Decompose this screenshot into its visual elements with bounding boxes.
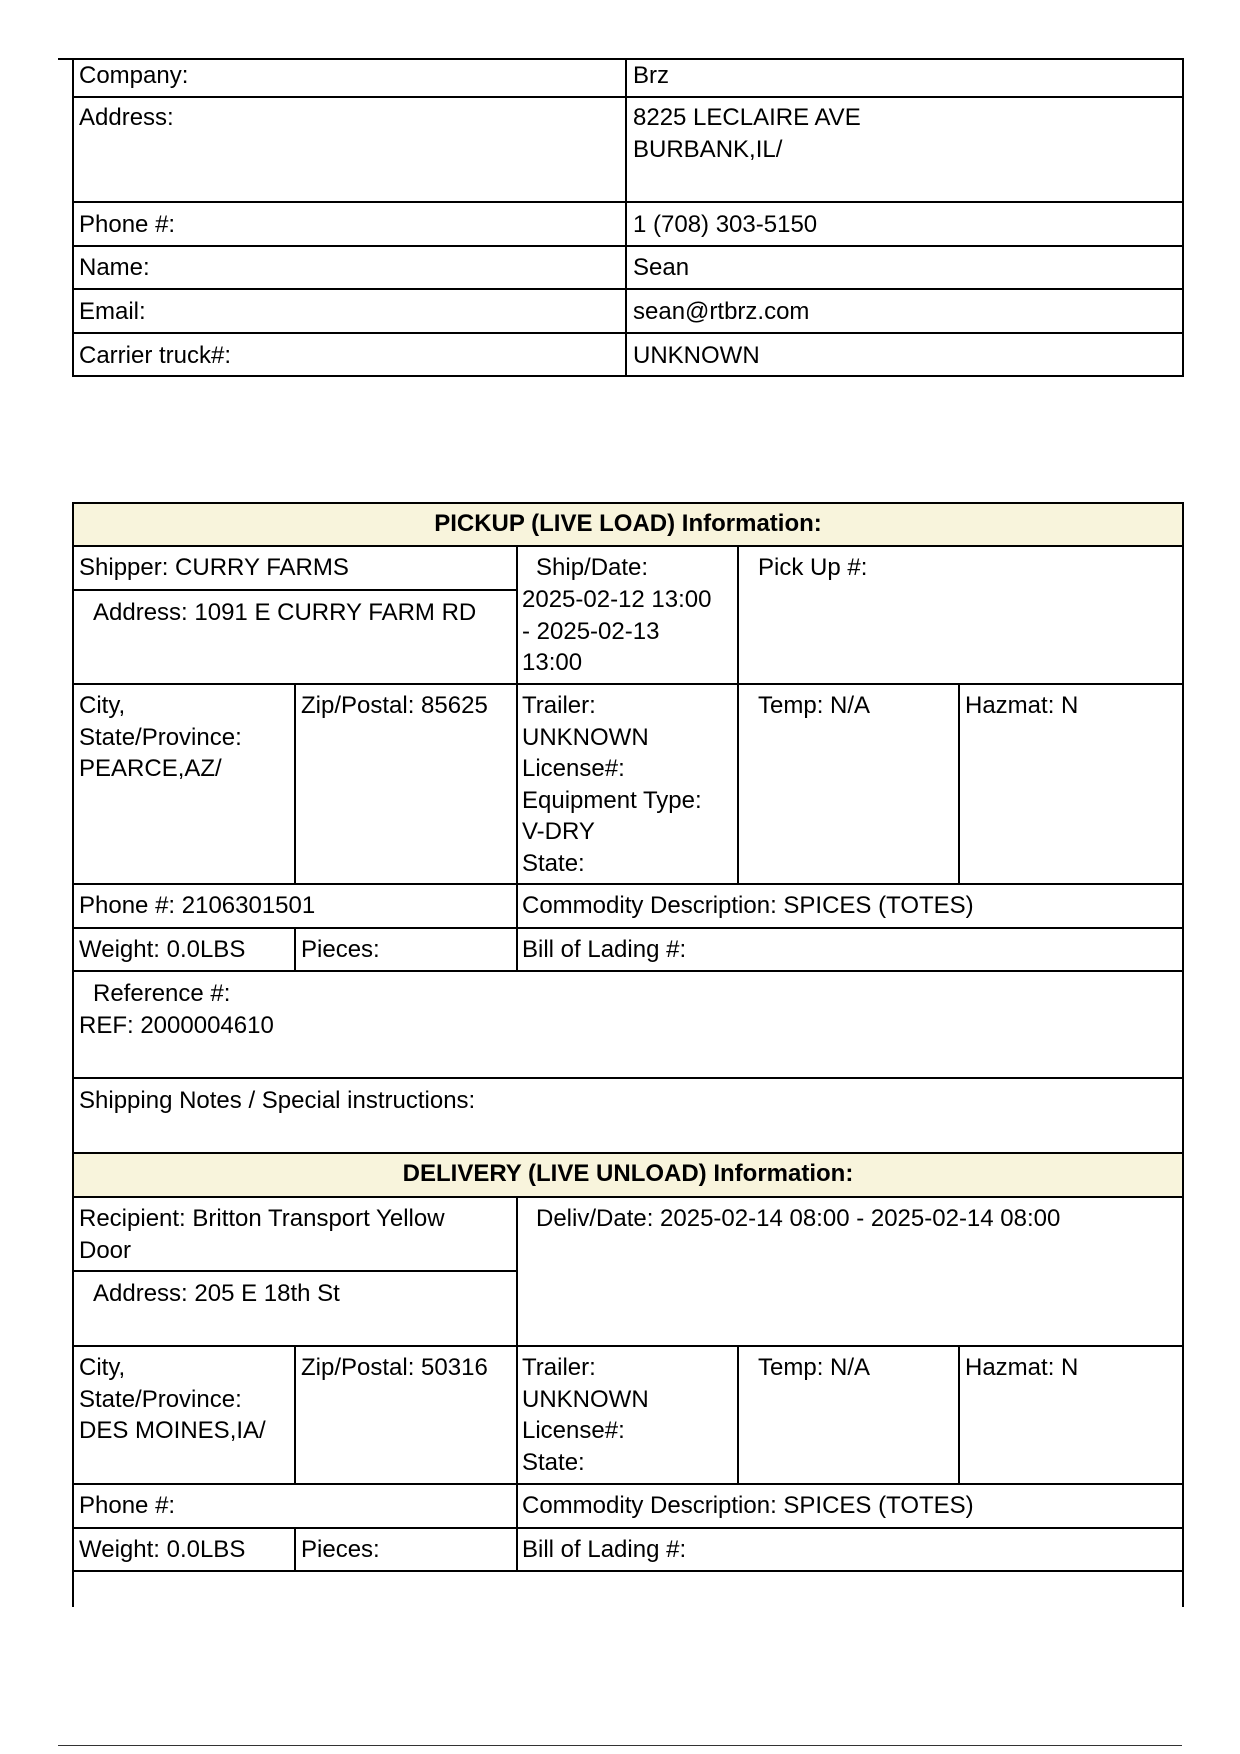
delivery-phone: Phone #: (79, 1492, 176, 1519)
delivery-weight: Weight: 0.0LBS (79, 1536, 246, 1563)
delivery-zip: Zip/Postal: 50316 (301, 1354, 488, 1381)
phone-value: 1 (708) 303-5150 (633, 211, 818, 238)
delivery-temp: Temp: N/A (758, 1354, 871, 1381)
delivery-commodity: Commodity Description: SPICES (TOTES) (522, 1492, 974, 1519)
delivery-city: City, State/Province: DES MOINES,IA/ (79, 1354, 266, 1444)
delivery-address: Address: 205 E 18th St (93, 1280, 340, 1307)
delivery-trailer: Trailer: UNKNOWN License#: State: (522, 1354, 649, 1476)
delivery-date: Deliv/Date: 2025-02-14 08:00 - 2025-02-14 08:00 (536, 1205, 1061, 1232)
pickup-pieces: Pieces: (301, 936, 380, 963)
pickup-trailer: Trailer: UNKNOWN License#: Equipment Type: V-DRY State: (522, 692, 702, 877)
carrier-truck-label: Carrier truck#: (79, 342, 232, 369)
email-label: Email: (79, 298, 146, 325)
name-value: Sean (633, 254, 690, 281)
delivery-hazmat: Hazmat: N (965, 1354, 1079, 1381)
pickup-header: PICKUP (LIVE LOAD) Information: (434, 510, 822, 537)
carrier-truck-value: UNKNOWN (633, 342, 760, 369)
pickup-hazmat: Hazmat: N (965, 692, 1079, 719)
pickup-phone: Phone #: 2106301501 (79, 892, 316, 919)
delivery-bill-of-lading: Bill of Lading #: (522, 1536, 687, 1563)
phone-label: Phone #: (79, 211, 176, 238)
delivery-recipient: Recipient: Britton Transport Yellow Door (79, 1205, 445, 1264)
pickup-weight: Weight: 0.0LBS (79, 936, 246, 963)
pickup-number: Pick Up #: (758, 554, 868, 581)
address-label: Address: (79, 104, 174, 131)
email-value[interactable]: sean@rtbrz.com (633, 298, 810, 325)
pickup-reference-value: REF: 2000004610 (79, 1012, 274, 1039)
footer-rule (58, 1745, 1182, 1746)
company-label: Company: (79, 62, 189, 89)
pickup-ship-date-label: Ship/Date: (536, 554, 649, 581)
pickup-temp: Temp: N/A (758, 692, 871, 719)
delivery-pieces: Pieces: (301, 1536, 380, 1563)
address-value: 8225 LECLAIRE AVE BURBANK,IL/ (633, 104, 861, 163)
pickup-shipping-notes: Shipping Notes / Special instructions: (79, 1087, 476, 1114)
pickup-address: Address: 1091 E CURRY FARM RD (93, 599, 477, 626)
company-value: Brz (633, 62, 669, 89)
delivery-header-bg (74, 1154, 1182, 1196)
name-label: Name: (79, 254, 150, 281)
pickup-commodity: Commodity Description: SPICES (TOTES) (522, 892, 974, 919)
pickup-city: City, State/Province: PEARCE,AZ/ (79, 692, 242, 782)
delivery-header: DELIVERY (LIVE UNLOAD) Information: (402, 1160, 854, 1187)
pickup-shipper: Shipper: CURRY FARMS (79, 554, 349, 581)
pickup-reference-label: Reference #: (93, 980, 231, 1007)
pickup-zip: Zip/Postal: 85625 (301, 692, 488, 719)
pickup-bill-of-lading: Bill of Lading #: (522, 936, 687, 963)
pickup-header-bg (74, 504, 1182, 546)
pickup-ship-date-value: 2025-02-12 13:00 - 2025-02-13 13:00 (522, 586, 712, 676)
